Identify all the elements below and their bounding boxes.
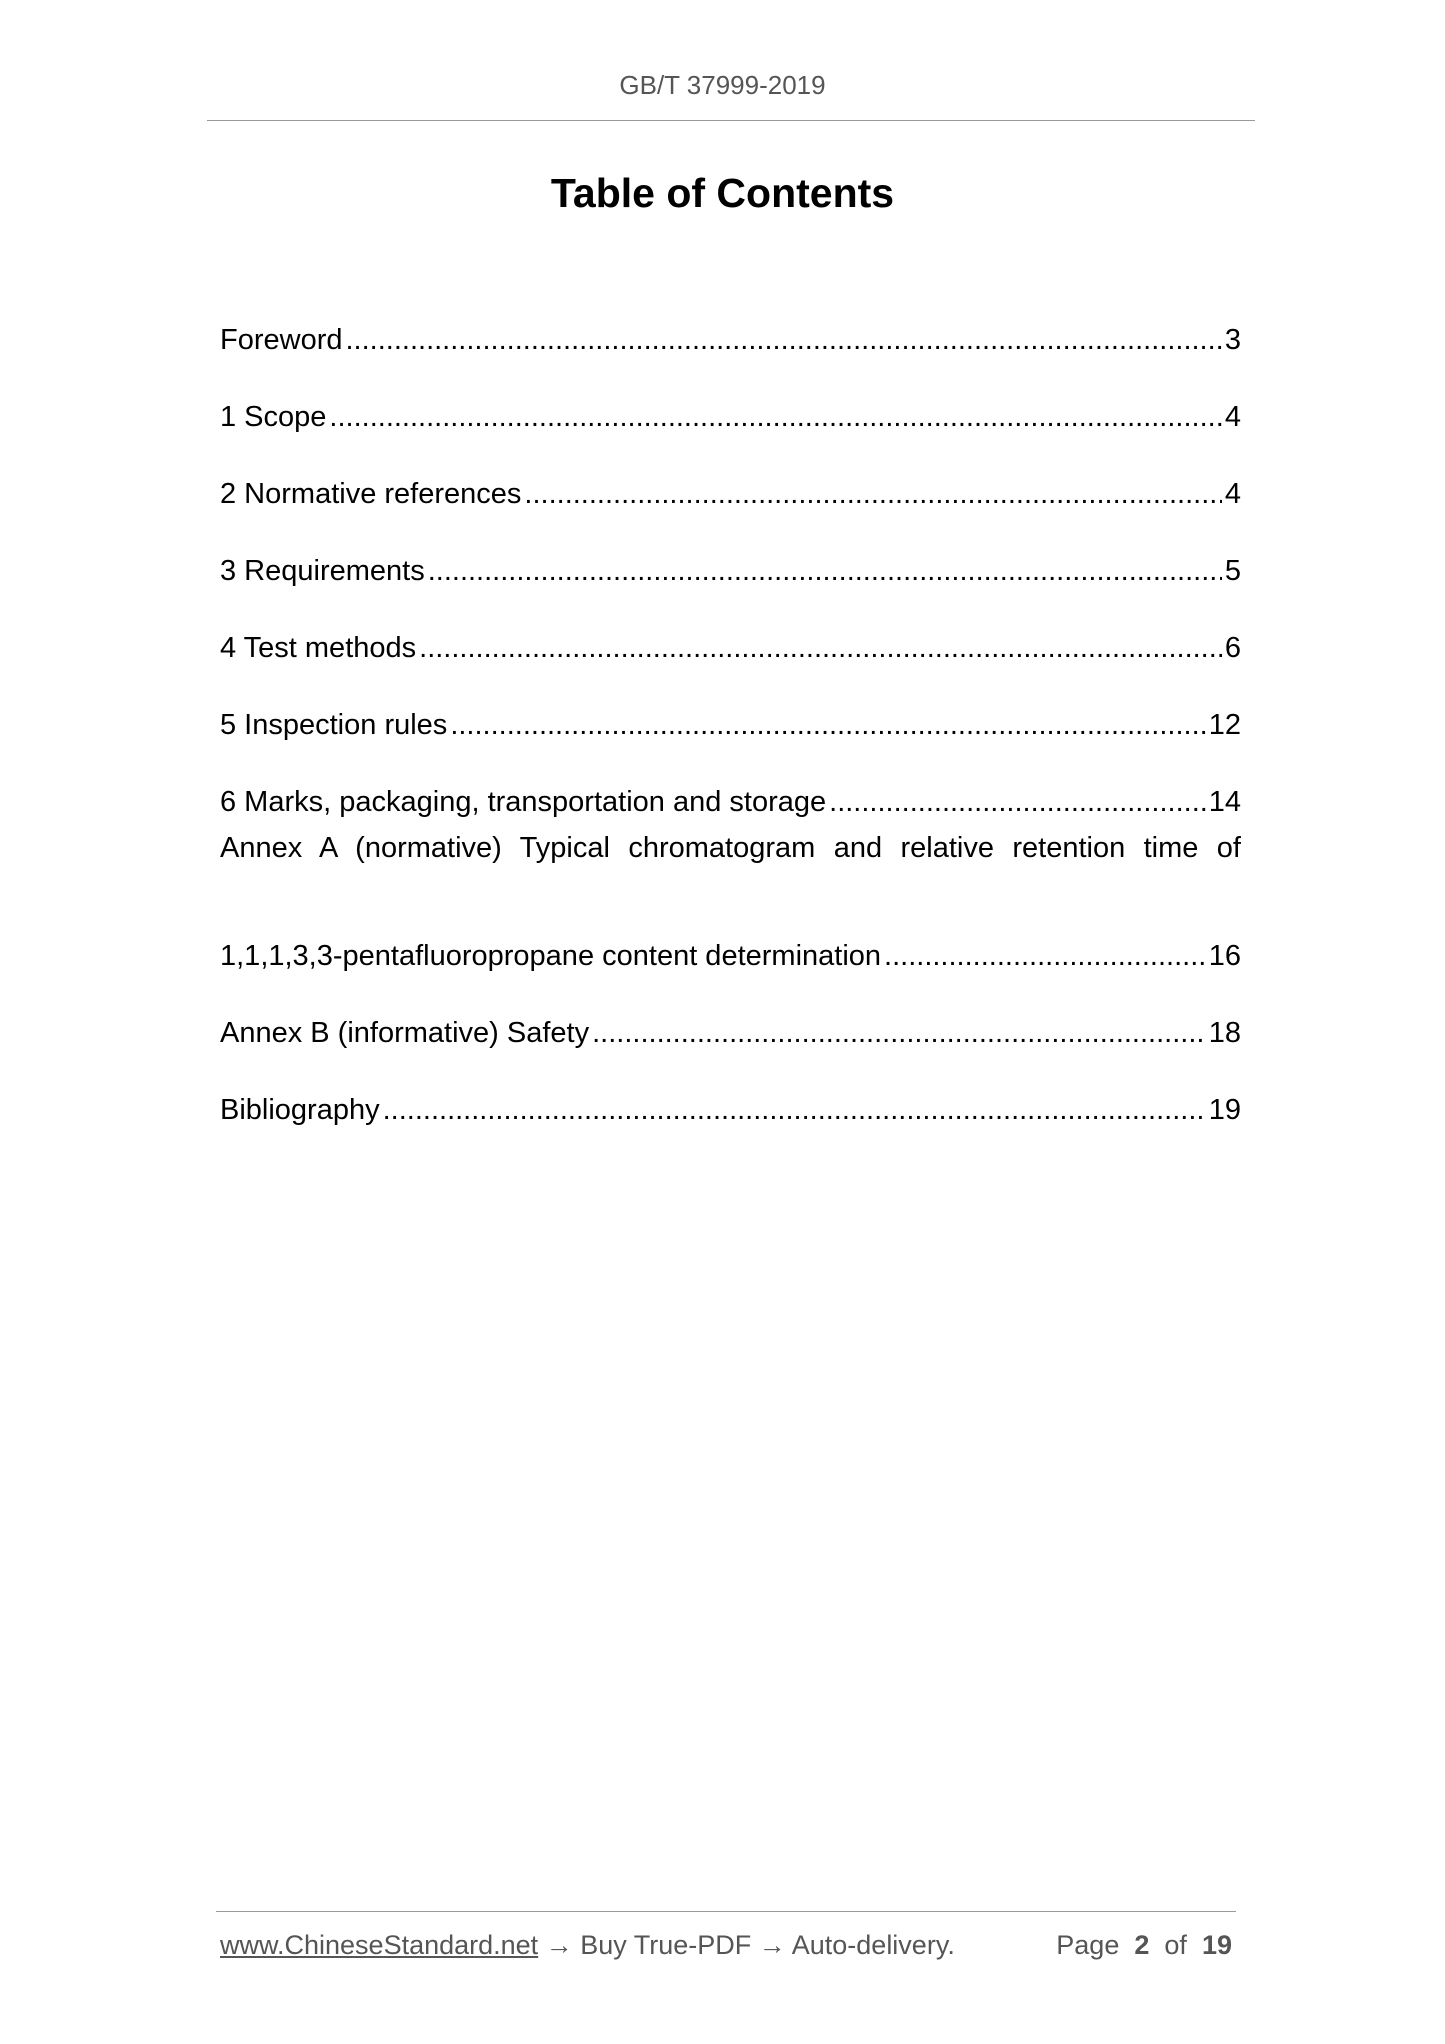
page-current: 2 <box>1134 1930 1150 1960</box>
toc-entry-annex-a-continued[interactable] <box>220 902 1241 979</box>
toc-entry-label: Annex A (normative) Typical chromatogram and relative retention time of <box>220 832 1241 864</box>
page-word: Page <box>1056 1930 1120 1960</box>
toc-entry-page: 18 <box>1208 1017 1241 1049</box>
toc-entry-label: Annex B (informative) Safety <box>220 1017 590 1049</box>
page-number <box>1056 1930 1232 1961</box>
page-of-word: of <box>1164 1930 1187 1960</box>
toc-entry-label: 5 Inspection rules <box>220 709 448 741</box>
website-link[interactable]: www.ChineseStandard.net <box>220 1930 539 1960</box>
toc-dot-leader <box>419 625 1222 671</box>
page-total: 19 <box>1201 1930 1232 1960</box>
toc-entry-requirements[interactable] <box>220 517 1241 594</box>
toc-entry-page: 19 <box>1208 1094 1241 1126</box>
header-divider <box>207 120 1255 121</box>
toc-entry-label: 3 Requirements <box>220 555 425 587</box>
toc-entry-label: 2 Normative references <box>220 478 522 510</box>
footer-divider <box>216 1911 1236 1912</box>
document-code-header: GB/T 37999-2019 <box>619 70 826 100</box>
footer-promo-text: → Buy True-PDF → Auto-delivery. <box>538 1930 955 1960</box>
toc-entry-page: 6 <box>1224 632 1241 664</box>
toc-entry-inspection-rules[interactable] <box>220 671 1241 748</box>
toc-dot-leader <box>428 548 1222 594</box>
toc-dot-leader <box>329 394 1221 440</box>
toc-entry-page: 3 <box>1224 324 1241 356</box>
toc-entry-page: 14 <box>1208 786 1241 818</box>
toc-entry-bibliography[interactable] <box>220 1056 1241 1133</box>
toc-entry-scope[interactable] <box>220 363 1241 440</box>
toc-dot-leader <box>346 317 1222 363</box>
toc-entry-annex-a[interactable] <box>220 825 1241 902</box>
toc-entry-normative-references[interactable] <box>220 440 1241 517</box>
toc-dot-leader <box>592 1010 1206 1056</box>
toc-dot-leader <box>450 702 1205 748</box>
toc-entry-page: 12 <box>1208 709 1241 741</box>
toc-entry-label: Bibliography <box>220 1094 380 1126</box>
toc-dot-leader <box>884 933 1206 979</box>
toc-entry-page: 4 <box>1224 478 1241 510</box>
toc-dot-leader <box>829 779 1206 825</box>
toc-entry-page: 4 <box>1224 401 1241 433</box>
toc-entry-label: Foreword <box>220 324 343 356</box>
toc-entry-test-methods[interactable] <box>220 594 1241 671</box>
toc-entry-foreword[interactable] <box>220 286 1241 363</box>
toc-title: Table of Contents <box>550 170 895 216</box>
toc-entry-label: 1,1,1,3,3-pentafluoropropane content determination <box>220 940 882 972</box>
toc-dot-leader <box>524 471 1221 517</box>
toc-entry-annex-b[interactable] <box>220 979 1241 1056</box>
toc-entry-page: 16 <box>1208 940 1241 972</box>
footer-promo <box>220 1930 955 1961</box>
toc-entry-label: 4 Test methods <box>220 632 417 664</box>
page-footer <box>220 1930 1232 1961</box>
toc-entry-marks-packaging[interactable] <box>220 748 1241 825</box>
toc-dot-leader <box>383 1087 1206 1133</box>
toc-entry-label: 1 Scope <box>220 401 327 433</box>
toc-entry-page: 5 <box>1224 555 1241 587</box>
toc-list <box>220 286 1241 1133</box>
toc-entry-label: 6 Marks, packaging, transportation and storage <box>220 786 827 818</box>
